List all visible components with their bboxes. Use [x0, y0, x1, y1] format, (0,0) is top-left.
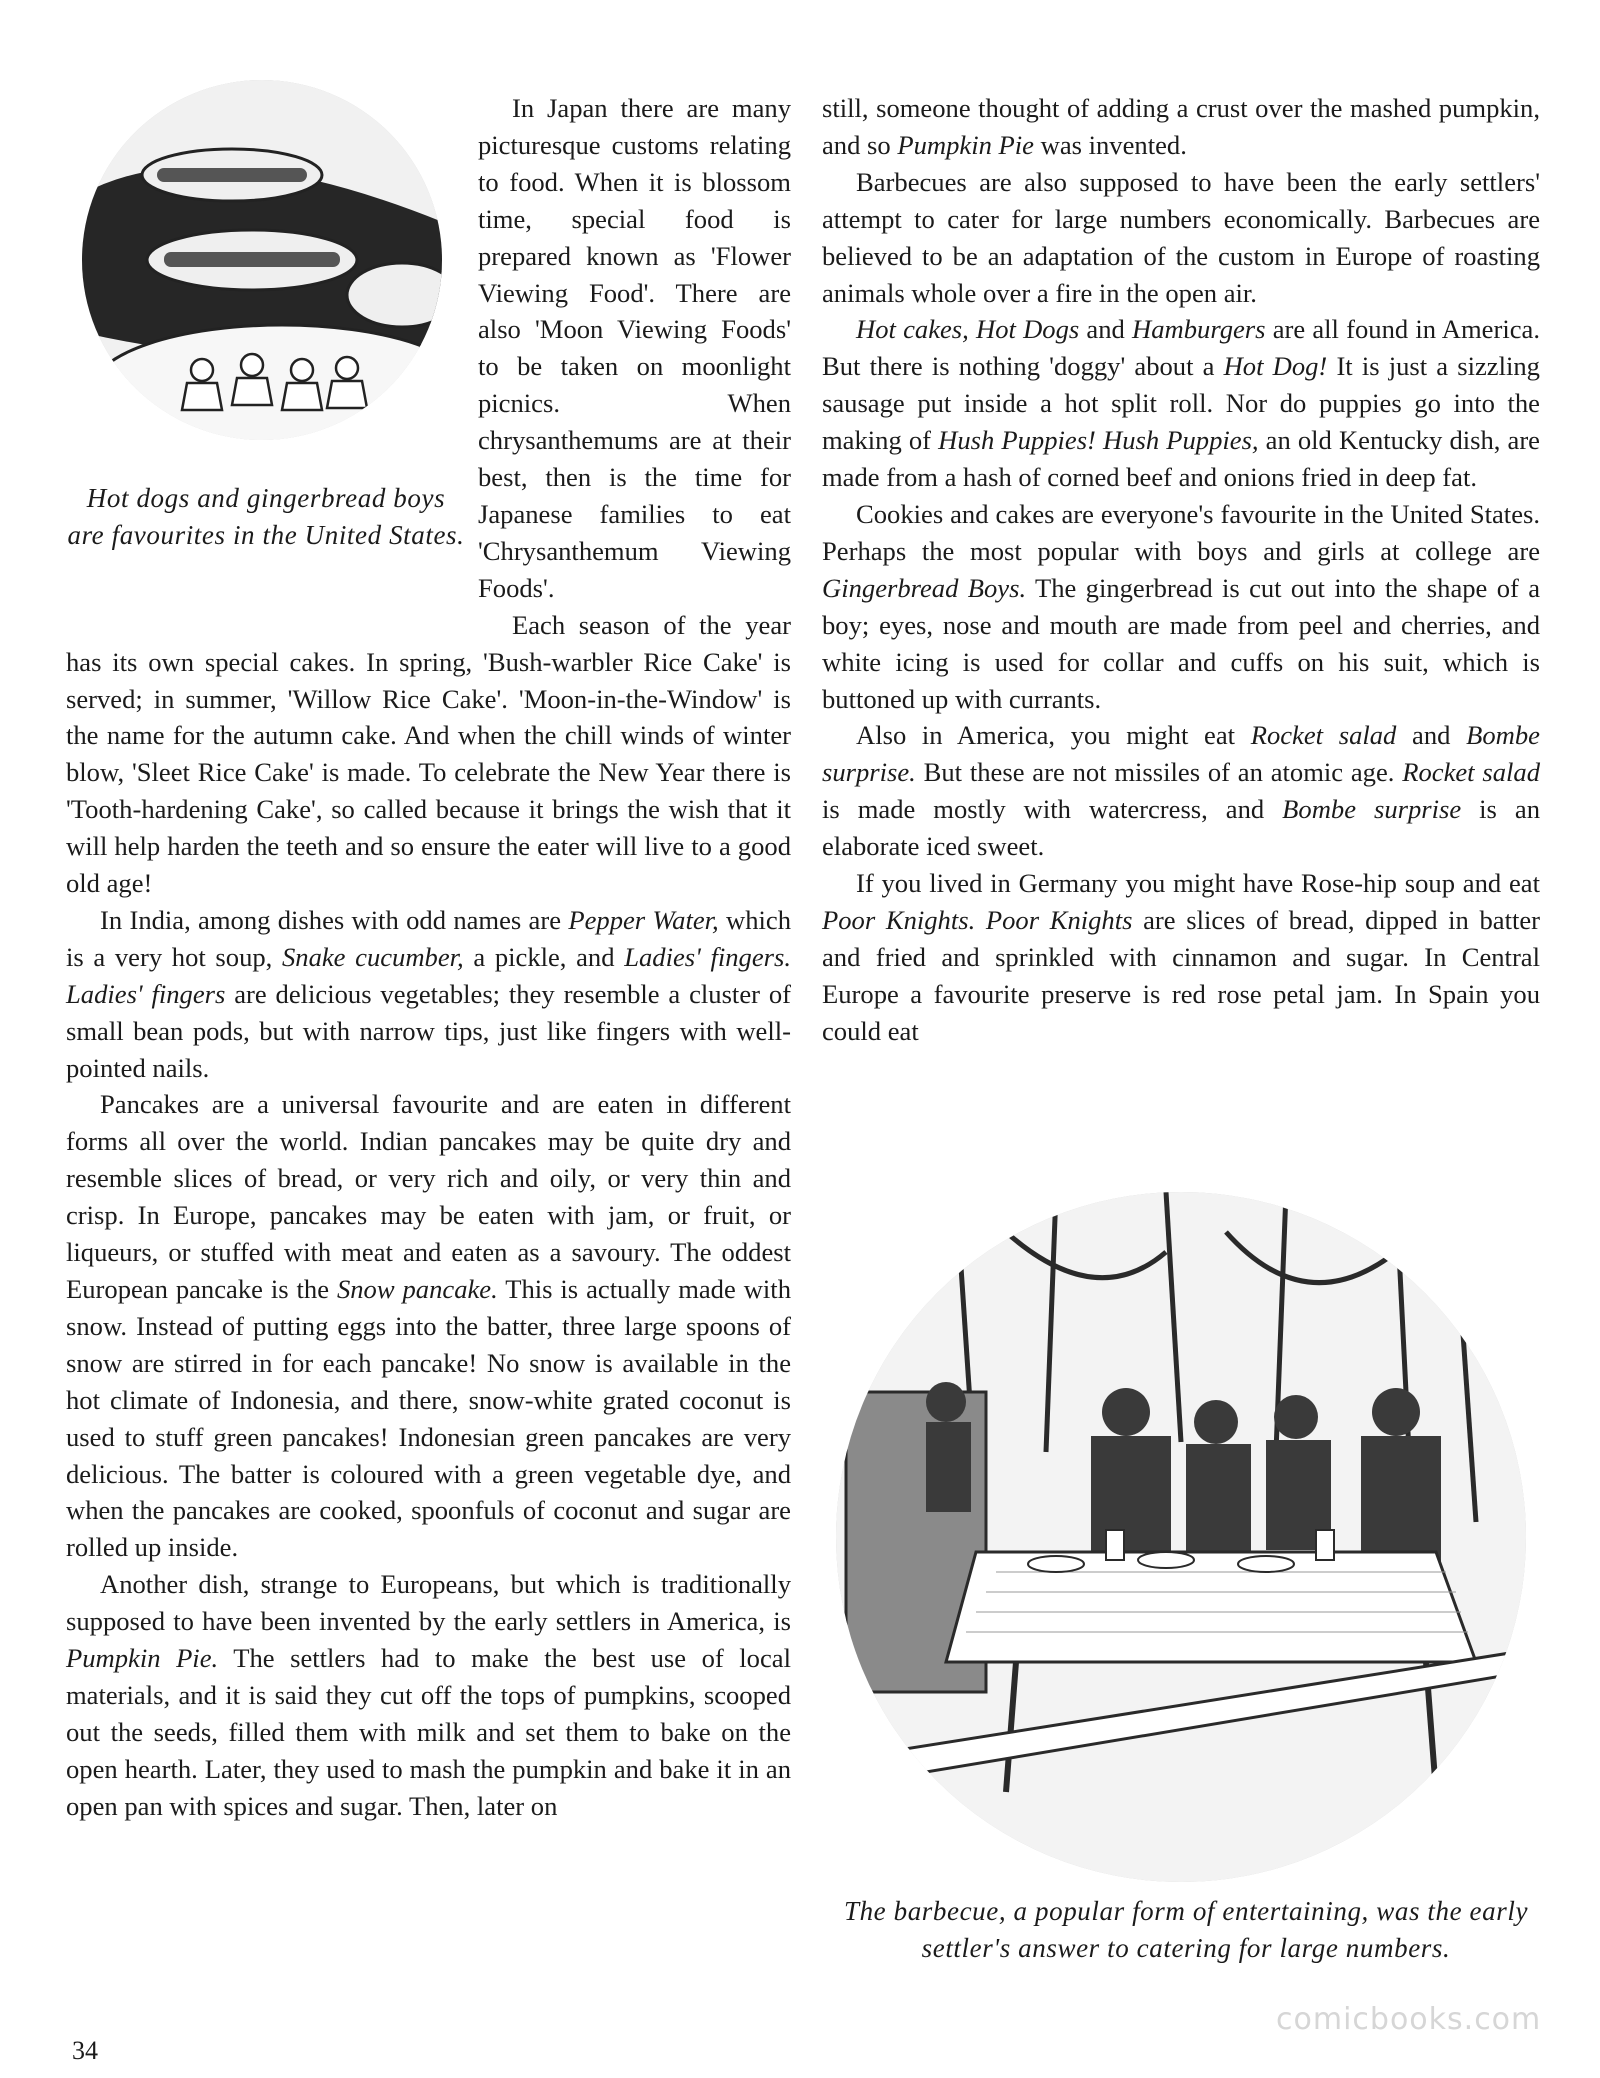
text-run: Also in America, you might eat: [856, 720, 1251, 751]
paragraph-pie-invented: [822, 90, 1540, 164]
page-number: 34: [72, 2036, 98, 2065]
paragraph-hot-dogs: [822, 311, 1540, 496]
dish-name: Hamburgers: [1132, 314, 1266, 345]
text-run: and: [1079, 314, 1133, 345]
text-run: Cookies and cakes are everyone's favourite in the United States. Perhaps the most popular with boys and girls at college are: [822, 498, 1540, 566]
watermark: comicbooks.com: [1276, 2002, 1542, 2037]
paragraph-gingerbread: [822, 496, 1540, 717]
dish-name: Snow pancake.: [336, 1274, 498, 1304]
text-run: is an elaborate iced sweet.: [822, 794, 1540, 862]
text-run: still, someone thought of adding a crust over the mashed pumpkin, and so: [822, 93, 1540, 160]
dish-name: Snake cucumber,: [281, 941, 464, 972]
text-run: It is just a sizzling sausage put inside a hot split roll. Nor do puppies go into the making of: [822, 351, 1540, 456]
barbecue-illustration: [836, 1192, 1526, 1882]
left-column: [66, 90, 791, 1825]
text-run: are delicious vegetables; they resemble a cluster of small bean pods, but with narrow tips, just like fingers with well-pointed nails.: [66, 978, 791, 1083]
text-run: This is actually made with snow. Instead of putting eggs into the batter, three large spoons of snow are stirred in for each pancake! No snow is available in the hot climate of Indonesia, and there, snow-white grated coconut is used to stuff green pancakes! Indonesian green pancakes are very delicious. The batter is coloured with a green vegetable dye, and when the pancakes are cooked, spoonfuls of coconut and sugar are rolled up inside.: [66, 1274, 791, 1563]
text-run: But these are not missiles of an atomic age.: [915, 757, 1403, 788]
text-run: Another dish, strange to Europeans, but which is traditionally supposed to have been invented by the early settlers in America, is: [66, 1569, 791, 1637]
dish-name: Pepper Water,: [568, 904, 719, 935]
paragraph-season-cakes: Each season of the year has its own special cakes. In spring, 'Bush-warbler Rice Cake' is served; in summer, 'Willow Rice Cake'. 'Moon-in-the-Window' is the name for the autumn cake. And when the chill winds of winter blow, 'Sleet Rice Cake' is made. To celebrate the New Year there is 'Tooth-hardening Cake', so called because it brings the wish that it will help harden the teeth and so ensure the eater will live to a good old age!: [66, 609, 791, 899]
dish-name: Bombe surprise.: [822, 720, 1540, 788]
figure-large-caption: The barbecue, a popular form of entertaining, was the early settler's answer to catering for large numbers.: [843, 1896, 1529, 1963]
paragraph-india-dishes: [66, 902, 791, 1087]
dish-name: Bombe surprise: [1282, 794, 1462, 825]
dish-name: Ladies' fingers: [66, 978, 226, 1009]
dish-name: Pumpkin Pie.: [66, 1643, 219, 1674]
barbecue-drawing: [836, 1192, 1526, 1882]
text-run: The settlers had to make the best use of local materials, and it is said they cut off the tops of pumpkins, scooped out the seeds, filled them with milk and set them to bake on the open hearth. Later, they used to mash the pumpkin and bake it in an open pan with spices and sugar. Then, later on: [66, 1643, 791, 1821]
dish-name: Rocket salad: [1402, 757, 1541, 788]
paragraph-japan-customs: In Japan there are many picturesque customs relating to food. When it is blossom time, special food is prepared known as 'Flower Viewing Food'. There are also 'Moon Viewing Foods' to be taken on moonlight picnics. When chrysanthemums are at their best, then is the time for Japanese families to eat 'Chrysanthemum Viewing Foods'.: [478, 93, 791, 603]
text-run: an old Kentucky dish, are made from a hash of corned beef and onions fried in deep fat.: [822, 425, 1540, 493]
text-run: which is a very hot soup,: [66, 904, 792, 972]
text-run: was invented.: [1033, 129, 1187, 160]
text-run: are all found in America. But there is nothing 'doggy' about a: [822, 314, 1540, 382]
paragraph-germany: [822, 865, 1540, 1050]
text-run: In India, among dishes with odd names are: [100, 904, 569, 935]
paragraph-barbecues: Barbecues are also supposed to have been the early settlers' attempt to cater for large numbers economically. Barbecues are believed to be an adaptation of the custom in Europe of roasting animals whole over a fire in the open air.: [822, 166, 1540, 308]
dish-name: Poor Knights. Poor Knights: [822, 904, 1133, 935]
dish-name: Pumpkin Pie: [897, 129, 1034, 160]
paragraph-pumpkin-pie: [66, 1566, 791, 1824]
dish-name: Ladies' fingers.: [624, 941, 791, 972]
text-run: are slices of bread, dipped in batter and fried and sprinkled with cinnamon and sugar. In Central Europe a favourite preserve is red rose petal jam. In Spain you could eat: [822, 904, 1541, 1046]
hotdog-gingerbread-illustration: [82, 80, 442, 440]
text-run: If you lived in Germany you might have Rose-hip soup and eat: [856, 868, 1540, 899]
text-run: a pickle, and: [463, 941, 625, 972]
hotdog-gingerbread-drawing: [82, 80, 442, 440]
text-run: and: [1396, 720, 1467, 751]
dish-name: Hot Dog!: [1223, 351, 1328, 382]
right-column: [822, 90, 1540, 1050]
dish-name: Rocket salad: [1250, 720, 1397, 751]
paragraph-pancakes: [66, 1086, 791, 1566]
barbecue-illustration-figure: [836, 1192, 1526, 1882]
hotdog-illustration-figure: [66, 90, 466, 610]
dish-name: Hot cakes, Hot Dogs: [856, 314, 1080, 345]
text-run: Pancakes are a universal favourite and are eaten in different forms all over the world. Indian pancakes may be quite dry and resemble slices of bread, or very rich and oily, or very thin and crisp. In Europe, pancakes may be eaten with jam, or fruit, or liqueurs, or stuffed with meat and eaten as a savoury. The oddest European pancake is the: [66, 1089, 791, 1304]
figure-small-caption: Hot dogs and gingerbread boys are favourites in the United States.: [67, 483, 465, 550]
dish-name: Hush Puppies! Hush Puppies,: [938, 425, 1259, 456]
text-run: The gingerbread is cut out into the shape of a boy; eyes, nose and mouth are made from peel and cherries, and white icing is used for collar and cuffs on his suit, which is buttoned up with currants.: [822, 572, 1541, 714]
text-run: is made mostly with watercress, and: [822, 794, 1283, 825]
dish-name: Gingerbread Boys.: [822, 572, 1027, 603]
paragraph-rocket-salad: [822, 717, 1540, 865]
